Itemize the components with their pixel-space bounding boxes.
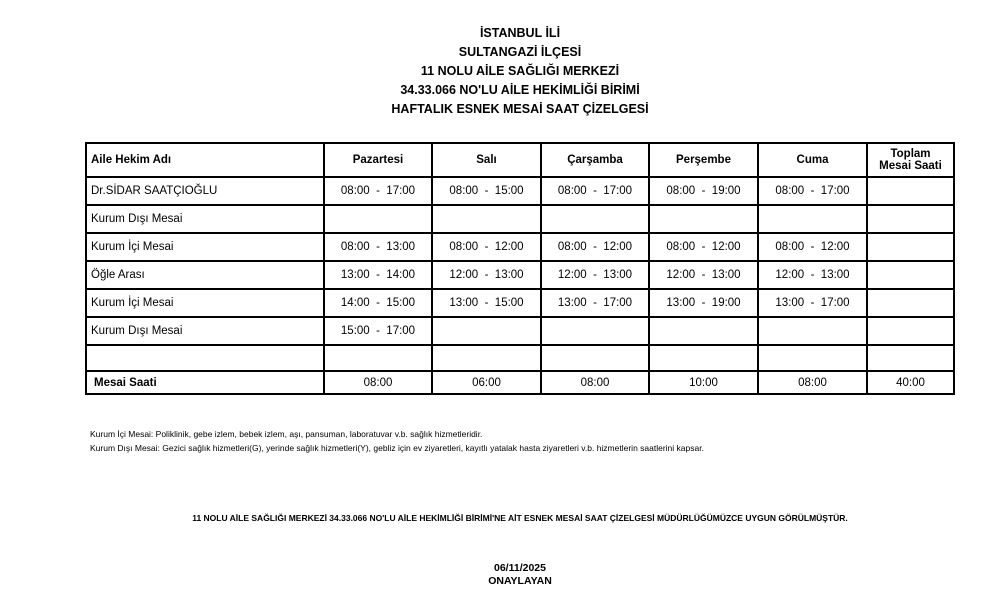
schedule-cell: 08:00 - 13:00 (324, 233, 432, 261)
total-row (86, 371, 954, 394)
row-label: Kurum İçi Mesai (86, 233, 324, 261)
column-header-tuesday: Salı (432, 143, 541, 177)
schedule-cell: 08:00 - 12:00 (541, 233, 649, 261)
footnotes (90, 427, 704, 455)
column-header-total (867, 143, 954, 177)
schedule-table (85, 142, 955, 395)
schedule-cell (867, 233, 954, 261)
schedule-cell (649, 317, 758, 345)
schedule-cell (324, 345, 432, 371)
table-row (86, 177, 954, 205)
schedule-cell (758, 345, 867, 371)
note-external-hours: Kurum Dışı Mesai: Gezici sağlık hizmetleri(G), yerinde sağlık hizmetleri(Y), gebliz için ev ziyaretleri, kayıtlı yatalak hasta ziyaretleri v.b. hizmetlerin saatlerini kapsar. (90, 443, 704, 453)
schedule-cell (867, 261, 954, 289)
schedule-cell: 08:00 - 12:00 (758, 233, 867, 261)
column-header-doctor: Aile Hekim Adı (86, 143, 324, 177)
table-row (86, 205, 954, 233)
column-header-monday: Pazartesi (324, 143, 432, 177)
row-label: Öğle Arası (86, 261, 324, 289)
row-label (86, 345, 324, 371)
schedule-cell (758, 317, 867, 345)
schedule-cell: 08:00 - 15:00 (432, 177, 541, 205)
total-header-line1: Toplam (890, 148, 931, 160)
table-header-row (86, 143, 954, 177)
schedule-cell (432, 345, 541, 371)
total-cell: 08:00 (541, 371, 649, 394)
schedule-cell (541, 317, 649, 345)
schedule-cell (758, 205, 867, 233)
table-row (86, 233, 954, 261)
schedule-cell (324, 205, 432, 233)
approval-statement: 11 NOLU AİLE SAĞLIĞI MERKEZİ 34.33.066 NO'LU AİLE HEKİMLİĞİ BİRİMİ'NE AİT ESNEK MESAİ SAAT ÇİZELGESİ MÜDÜRLÜĞÜMÜZCE UYGUN GÖRÜLMÜŞTÜR. (192, 513, 848, 523)
schedule-cell: 12:00 - 13:00 (758, 261, 867, 289)
schedule-cell (649, 205, 758, 233)
total-cell: 08:00 (324, 371, 432, 394)
note-internal-hours: Kurum İçi Mesai: Poliklinik, gebe izlem, bebek izlem, aşı, pansuman, laboratuvar v.b. sağlık hizmetleridir. (90, 429, 483, 439)
column-header-thursday: Perşembe (649, 143, 758, 177)
schedule-cell: 08:00 - 17:00 (541, 177, 649, 205)
table-row (86, 345, 954, 371)
schedule-cell: 08:00 - 17:00 (324, 177, 432, 205)
schedule-cell: 15:00 - 17:00 (324, 317, 432, 345)
schedule-cell: 13:00 - 15:00 (432, 289, 541, 317)
schedule-cell: 13:00 - 17:00 (541, 289, 649, 317)
document-header (0, 24, 984, 119)
schedule-cell: 08:00 - 12:00 (432, 233, 541, 261)
schedule-cell: 12:00 - 13:00 (649, 261, 758, 289)
table-row (86, 289, 954, 317)
total-cell: 08:00 (758, 371, 867, 394)
schedule-cell (867, 345, 954, 371)
total-cell: 40:00 (867, 371, 954, 394)
column-header-wednesday: Çarşamba (541, 143, 649, 177)
total-row-label: Mesai Saati (86, 371, 324, 394)
table-row (86, 261, 954, 289)
schedule-cell (867, 289, 954, 317)
row-label: Dr.SİDAR SAATÇIOĞLU (86, 177, 324, 205)
schedule-cell: 13:00 - 19:00 (649, 289, 758, 317)
schedule-cell (867, 205, 954, 233)
total-cell: 10:00 (649, 371, 758, 394)
schedule-cell: 08:00 - 19:00 (649, 177, 758, 205)
document-title: HAFTALIK ESNEK MESAİ SAAT ÇİZELGESİ (391, 102, 649, 116)
schedule-cell: 08:00 - 12:00 (649, 233, 758, 261)
header-province: İSTANBUL İLİ (479, 26, 561, 40)
schedule-cell: 13:00 - 14:00 (324, 261, 432, 289)
schedule-cell (432, 317, 541, 345)
table-row (86, 317, 954, 345)
schedule-cell (867, 177, 954, 205)
schedule-cell (541, 205, 649, 233)
schedule-cell (541, 345, 649, 371)
schedule-cell: 12:00 - 13:00 (432, 261, 541, 289)
schedule-cell: 08:00 - 17:00 (758, 177, 867, 205)
total-header-line2: Mesai Saati (879, 160, 942, 172)
row-label: Kurum Dışı Mesai (86, 317, 324, 345)
schedule-cell (432, 205, 541, 233)
schedule-cell: 13:00 - 17:00 (758, 289, 867, 317)
total-cell: 06:00 (432, 371, 541, 394)
approval-date: 06/11/2025 (494, 562, 546, 574)
column-header-friday: Cuma (758, 143, 867, 177)
approver-role: ONAYLAYAN (488, 575, 552, 587)
schedule-cell (867, 317, 954, 345)
header-health-center: 11 NOLU AİLE SAĞLIĞI MERKEZİ (420, 64, 620, 78)
schedule-cell: 14:00 - 15:00 (324, 289, 432, 317)
schedule-cell (649, 345, 758, 371)
row-label: Kurum İçi Mesai (86, 289, 324, 317)
row-label: Kurum Dışı Mesai (86, 205, 324, 233)
header-unit: 34.33.066 NO'LU AİLE HEKİMLİĞİ BİRİMİ (400, 83, 640, 97)
signature-block (0, 562, 984, 588)
header-district: SULTANGAZİ İLÇESİ (458, 45, 582, 59)
schedule-cell: 12:00 - 13:00 (541, 261, 649, 289)
